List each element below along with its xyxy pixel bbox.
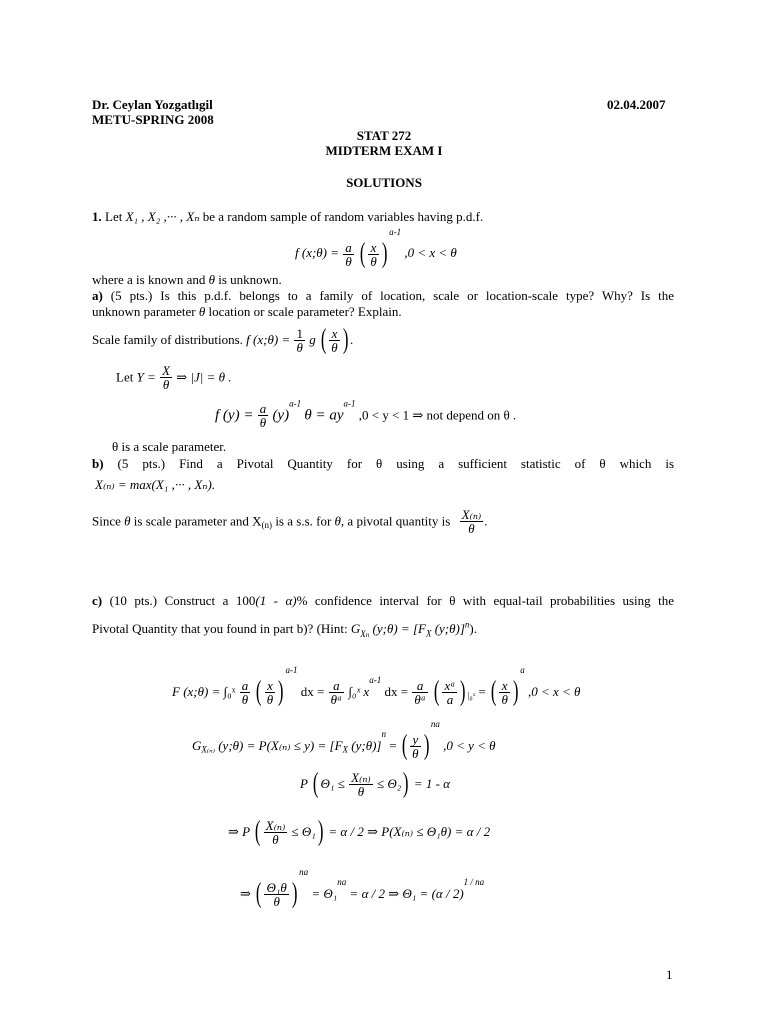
part-b-answer <box>92 508 487 535</box>
lower-den: θ <box>272 831 279 847</box>
implies-p: ⇒ P <box>228 824 251 839</box>
cdf-num4: xᵃ <box>444 677 456 693</box>
theta1-solution-equation: ⇒ ( $\frac{\text{Θ₁θ}}{\theta}$ )$^{na}$ = Θ₁$^{na}$ = α / 2 ⇒ Θ₁ = (α / 2)$^{1 / na}$ <box>240 867 485 910</box>
cdf-dx: dx = <box>300 684 325 700</box>
sol-exp2: na <box>337 877 347 887</box>
implies: ⇒ <box>240 886 251 902</box>
lower-mid: ≤ Θ₁ <box>291 824 316 839</box>
let-eq-lhs: Y = <box>136 369 156 385</box>
max-cdf-equation: $G_{X_{(n)}}$ (y;θ) = $P(X_{(n)} \le y) = [F_X$ (y;θ)]$^n$ = ( $\frac{y}{\theta}$ )$^{na}$ ,0 < y < θ <box>192 719 496 762</box>
part-c-text-1a: (10 pts.) Construct a 100 <box>109 593 256 608</box>
sol-num: Θ₁θ <box>266 879 287 895</box>
cdf-equation: F (x;θ) = ∫₀ˣ $\frac{a}{\theta}$ ( $\frac{x}{\theta}$ )$^{a-1}$ dx = $\frac{a}{\text{θᵃ}}$ ∫₀ˣ $x^{a-1}$ dx = $\frac{a}{\text{θᵃ}}$ ( $\frac{\text{xᵃ}}{a}$ ) $_{|_0ˣ}$ = ( $\frac{x}{\theta}$ )$^a$ ,0 < x < θ <box>172 665 581 708</box>
lower-num: X₍ₙ₎ <box>265 817 286 833</box>
pdf-lhs: f (x;θ) = <box>295 245 340 260</box>
pdf-exponent: a-1 <box>389 227 402 237</box>
part-b-question-line2: X₍ₙ₎ = max(X₁ ,··· , Xₙ). <box>95 477 216 492</box>
cdf-num5: x <box>499 679 509 693</box>
sol-exp: na <box>299 867 309 877</box>
cdf-theta: θ <box>241 691 249 707</box>
cdf-dx2: dx = <box>384 684 409 700</box>
scale-eq-num: 1 <box>296 325 303 341</box>
order-stat-sub: (n) <box>261 520 273 531</box>
pivotal-num: X₍ₙ₎ <box>461 507 482 522</box>
fy-exp2: a-1 <box>343 398 356 409</box>
cdf-exp5: a <box>520 665 525 675</box>
prob-rhs: = 1 - α <box>413 776 450 791</box>
part-a-let-line <box>116 364 232 391</box>
scale-eq-inner-den: θ <box>331 339 338 355</box>
hint-mid2: (y;θ)] <box>434 621 465 636</box>
ss-text: is a s.s. for <box>275 513 332 529</box>
theta2-bound: ≤ Θ₂ <box>376 776 402 791</box>
integral-2: ∫₀ˣ x <box>348 684 370 700</box>
cdf-a: a <box>241 677 249 693</box>
scale-eq-inner-num: x <box>329 327 339 341</box>
cdf-den3: θᵃ <box>414 691 426 707</box>
question-1-intro <box>92 209 483 225</box>
exam-title: MIDTERM EXAM I <box>325 143 443 158</box>
part-b-question-line1 <box>92 456 674 472</box>
part-c-label: c) <box>92 593 103 608</box>
fy-lhs: f (y) = <box>215 407 254 424</box>
part-c-question-line1 <box>92 593 674 609</box>
cdf-den4: a <box>446 691 454 707</box>
part-b-text-1: (5 pts.) Find a Pivotal Quantity for θ using a sufficient statistic of θ which is <box>117 456 675 471</box>
fy-rhs: ,0 < y < 1 ⇒ not depend on θ . <box>358 407 517 423</box>
theta1-bound: Θ₁ ≤ <box>320 776 345 791</box>
max-cdf-eq: = <box>389 738 397 754</box>
cdf-x: x <box>265 679 275 693</box>
max-cdf-num: y <box>410 733 420 747</box>
prob-p: P <box>300 776 308 791</box>
part-a-fy-equation <box>215 398 517 430</box>
cdf-theta: θ <box>266 691 274 707</box>
let-eq-num: X <box>162 363 171 378</box>
cdf-support: ,0 < x < θ <box>527 684 581 700</box>
sample-variables: X₁ , X₂ ,··· , Xₙ <box>125 209 200 224</box>
max-cdf-mid: (y;θ) = P(X₍ₙ₎ ≤ y) = [F <box>218 738 343 754</box>
ci-probability-equation: P ( Θ₁ ≤ $\frac{\text{X₍ₙ₎}}{\theta}$ ≤ Θ₂) = 1 - α <box>300 768 450 799</box>
scale-eq-den: θ <box>296 339 303 355</box>
cdf-exp-b: a-1 <box>369 675 382 685</box>
fy-num: a <box>259 401 267 416</box>
pdf-inner-num: x <box>368 241 378 255</box>
hint-g: G <box>350 621 361 636</box>
sol-mid: = Θ₁ <box>311 886 338 902</box>
part-a-question-line2 <box>92 304 402 320</box>
sol-den: θ <box>273 893 280 909</box>
pdf-frac-num: a <box>345 239 352 255</box>
solutions-heading: SOLUTIONS <box>346 175 422 190</box>
part-a-text-2b: location or scale parameter? Explain. <box>208 304 402 319</box>
exam-date: 02.04.2007 <box>607 97 666 112</box>
intro-text-b: be a random sample of random variables having p.d.f. <box>202 209 484 224</box>
cdf-num3: a <box>412 679 428 693</box>
part-a-text-2a: unknown parameter <box>92 304 196 319</box>
max-cdf-den: θ <box>412 745 419 761</box>
term-label: METU-SPRING 2008 <box>92 112 214 127</box>
cdf-den5: θ <box>501 691 508 707</box>
known-unknown-line <box>92 272 282 288</box>
pdf-equation: f (x;θ) = $\frac{a}{\theta}$ ( $\frac{x}{\theta}$ )$^{a-1}$ ,0 < x < θ <box>295 227 457 270</box>
part-a-question-line1 <box>92 288 674 304</box>
cdf-exp: a-1 <box>285 665 298 675</box>
theta-symbol: θ <box>124 513 131 529</box>
pdf-support: ,0 < x < θ <box>404 245 457 260</box>
part-a-text-1: (5 pts.) Is this p.d.f. belongs to a family of location, scale or location-scale type? Why? Is the <box>110 288 675 303</box>
scale-eq-g: g <box>309 332 316 347</box>
max-cdf-support: ,0 < y < θ <box>443 738 496 754</box>
hint-mid: (y;θ) = [F <box>372 621 426 636</box>
known-text-b: is unknown. <box>218 272 282 287</box>
cdf-eq: = <box>478 684 486 700</box>
theta-symbol: θ <box>334 513 341 529</box>
course-code: STAT 272 <box>356 128 412 143</box>
theta-symbol: θ <box>208 272 215 287</box>
fy-mid: (y) <box>272 407 290 424</box>
intro-text-a: Let <box>105 209 123 224</box>
fy-mid2: θ = ay <box>304 407 344 424</box>
max-cdf-sub: X₍ₙ₎ <box>201 744 215 755</box>
cdf-den2: θᵃ <box>330 691 343 707</box>
part-c-question-line2: Pivotal Quantity that you found in part b)? (Hint: $G_{Xn}$ (y;θ) = [$F_X$ (y;θ)]$^n$). <box>92 619 477 639</box>
max-cdf-mid2: (y;θ)] <box>351 738 382 754</box>
scale-parameter-conclusion: θ is a scale parameter. <box>112 439 227 454</box>
cdf-eval: |₀ˣ <box>467 690 476 701</box>
let-eq-den: θ <box>162 377 170 392</box>
part-c-text-1c: % confidence interval for θ with equal-tail probabilities using the <box>296 593 674 608</box>
page-number: 1 <box>666 967 673 982</box>
fy-exp: a-1 <box>289 398 302 409</box>
pivotal-text: , a pivotal quantity is <box>340 513 451 529</box>
author-name: Dr. Ceylan Yozgatlıgil <box>92 97 213 112</box>
part-c-conf-level: (1 - α) <box>255 593 297 608</box>
max-cdf-exp2: na <box>430 719 440 729</box>
pivotal-end: . <box>484 513 488 529</box>
pdf-inner-den: θ <box>370 253 377 269</box>
sol-exp3: 1 / na <box>463 877 485 887</box>
sol-rhs: = α / 2 ⇒ Θ₁ = (α / 2) <box>349 886 464 902</box>
question-number: 1. <box>92 209 102 224</box>
fy-den: θ <box>259 415 267 430</box>
lower-rhs: = α / 2 ⇒ P(X₍ₙ₎ ≤ Θ₁θ) = α / 2 <box>328 824 491 839</box>
max-cdf-g: G <box>192 738 202 754</box>
part-c-text-2a: Pivotal Quantity that you found in part b)? (Hint: <box>92 621 348 636</box>
scale-family-text: Scale family of distributions. <box>92 332 243 347</box>
max-cdf-mid-sub: X <box>342 744 349 755</box>
part-b-label: b) <box>92 456 104 471</box>
scale-param-text: is scale parameter and X <box>133 513 262 529</box>
let-eq-rhs: ⇒ |J| = θ . <box>176 369 232 385</box>
hint-end: ). <box>469 621 477 636</box>
part-a-label: a) <box>92 288 103 303</box>
prob-den: θ <box>357 783 365 799</box>
part-a-answer-1: Scale family of distributions. f (x;θ) = $\frac{1}{\theta}$ g ( $\frac{x}{\theta}$ ) . <box>92 324 354 355</box>
pivotal-den: θ <box>468 521 475 536</box>
let-text: Let <box>116 369 134 385</box>
known-text-a: where a is known and <box>92 272 206 287</box>
pdf-frac-den: θ <box>345 253 352 269</box>
integral-1: ∫₀ˣ <box>223 684 236 700</box>
cdf-num2: a <box>329 679 345 693</box>
cdf-lhs: F (x;θ) = <box>172 684 221 700</box>
since-text: Since <box>92 513 121 529</box>
prob-num: X₍ₙ₎ <box>351 769 371 785</box>
scale-eq-lhs: f (x;θ) = <box>246 332 291 347</box>
theta-symbol: θ <box>198 304 206 319</box>
max-cdf-exp: n <box>381 729 386 739</box>
lower-tail-equation: ⇒ P ( $\frac{\text{X₍ₙ₎}}{\theta}$ ≤ Θ₁) = α / 2 ⇒ P(X₍ₙ₎ ≤ Θ₁θ) = α / 2 <box>228 816 491 847</box>
